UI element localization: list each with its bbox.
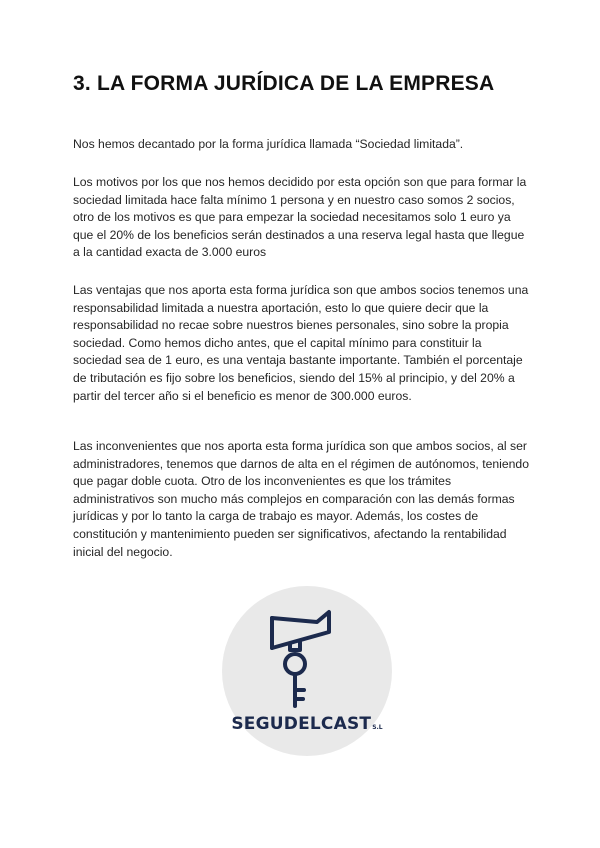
paragraph-disadvantages — [73, 438, 533, 561]
paragraph-motives — [73, 174, 533, 262]
page-title: 3. LA FORMA JURÍDICA DE LA EMPRESA — [73, 72, 495, 95]
logo-suffix: S.L — [372, 724, 383, 731]
paragraph-advantages — [73, 282, 533, 405]
company-logo — [222, 586, 392, 756]
logo-wordmark — [222, 714, 392, 734]
paragraph-text: Los motivos por los que nos hemos decidido por esta opción son que para formar la sociedad limitada hace falta mínimo 1 persona y en nuestro caso somos 2 socios, otro de los motivos es que para empezar la sociedad necesitamos solo 1 euro ya que el 20% de los beneficios serán destinados a una reserva legal hasta que llegue a la cantidad exacta de 3.000 euros — [73, 175, 527, 260]
paragraph-intro — [73, 136, 533, 154]
paragraph-text: Las ventajas que nos aporta esta forma jurídica son que ambos socios tenemos una responsabilidad limitada a nuestra aportación, esto lo que quiere decir que la responsabilidad no recae sobre nuestros bienes personales, sino sobre la propia sociedad. Como hemos dicho antes, que el capital mínimo para constituir la sociedad sea de 1 euro, es una ventaja bastante importante. También el porcentaje de tributación es fijo sobre los beneficios, siendo del 15% al principio, y del 20% a partir del tercer año si el beneficio es menor de 300.000 euros. — [73, 283, 529, 403]
paragraph-text: Las inconvenientes que nos aporta esta forma jurídica son que ambos socios, al ser administradores, tenemos que darnos de alta en el régimen de autónomos, teniendo que pagar doble cuota. Otro de los inconvenientes es que los trámites administrativos son mucho más complejos en comparación con las demás formas jurídicas y por lo tanto la carga de trabajo es mayor. Además, los costes de constitución y mantenimiento pueden ser significativos, afectando la rentabilidad inicial del negocio. — [73, 439, 529, 559]
logo-name: SEGUDELCAST — [231, 714, 372, 734]
paragraph-text: Nos hemos decantado por la forma jurídica llamada “Sociedad limitada”. — [73, 137, 464, 151]
